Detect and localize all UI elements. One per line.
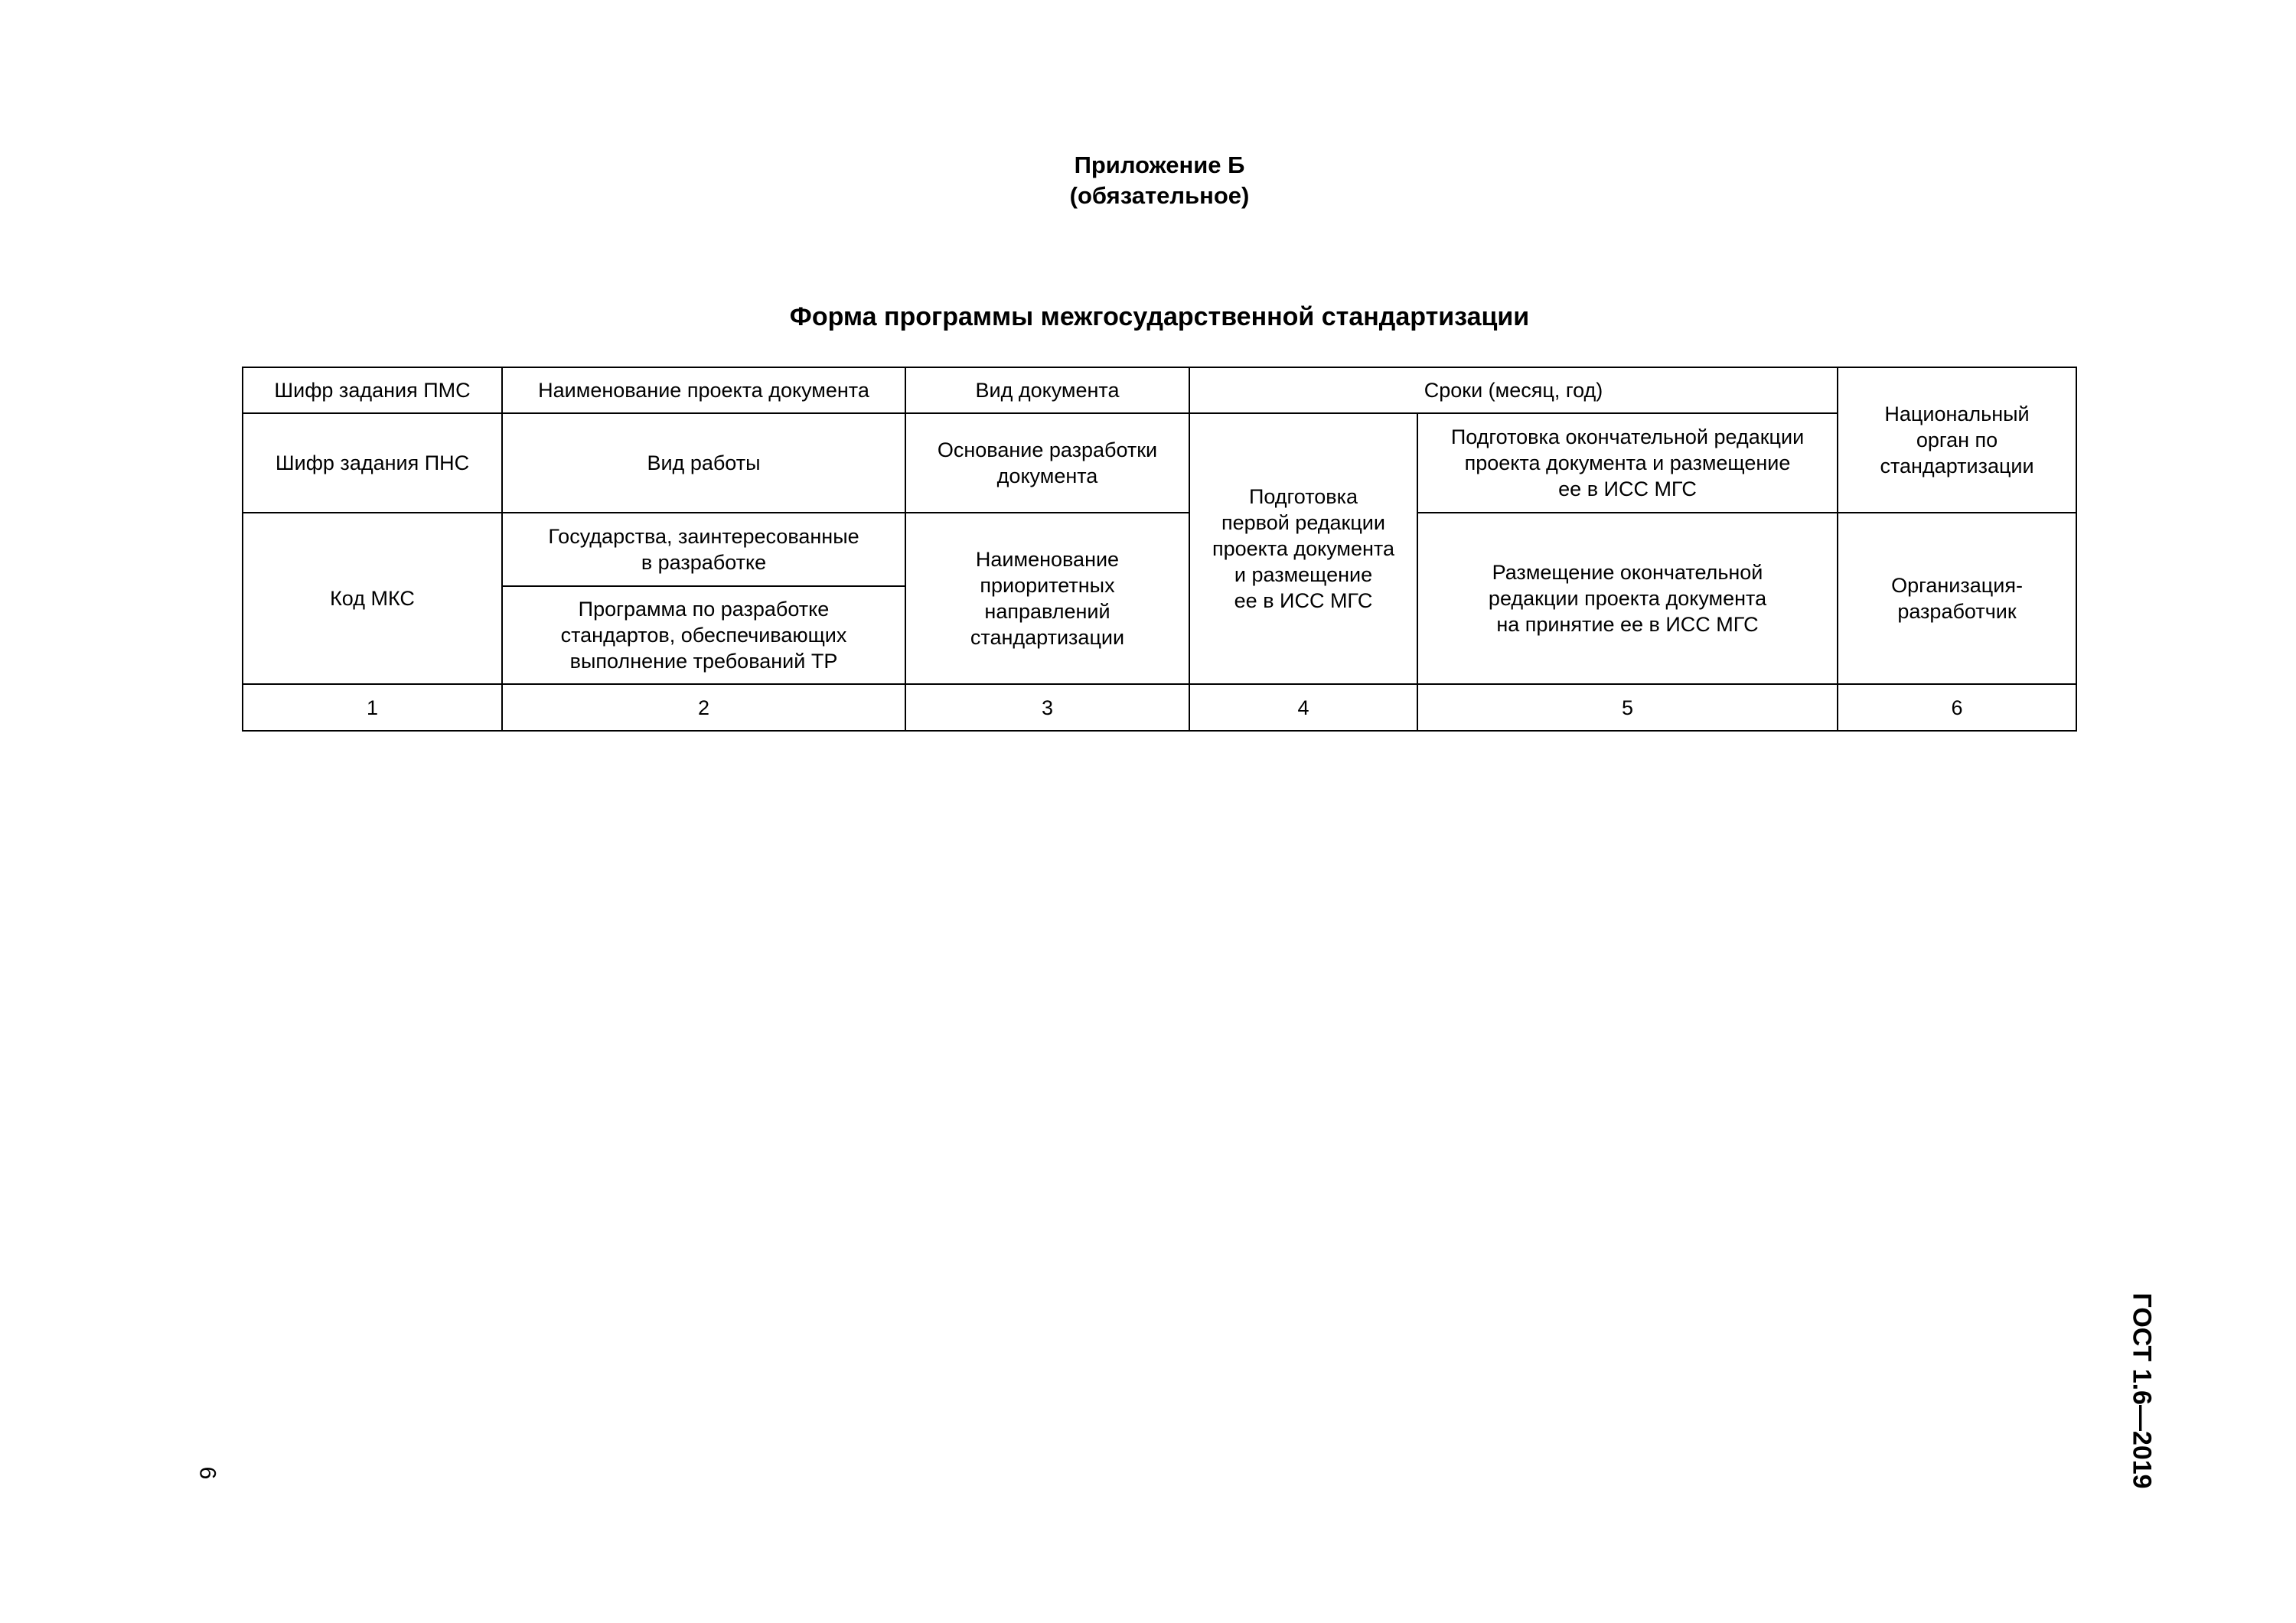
column-number: 5 (1417, 684, 1838, 731)
standard-code: ГОСТ 1.6—2019 (2127, 1292, 2157, 1489)
column-number: 4 (1189, 684, 1417, 731)
program-form-table (242, 367, 2077, 732)
annex-title: Приложение Б (1074, 152, 1245, 178)
header-cell-tr-program: Программа по разработке стандартов, обеспечивающих выполнение требований ТР (502, 586, 905, 684)
header-cell-final-draft: Подготовка окончательной редакции проекта документа и размещение ее в ИСС МГС (1417, 413, 1838, 513)
header-cell-national-body: Национальный орган по стандартизации (1838, 367, 2076, 513)
form-title: Форма программы межгосударственной стандартизации (789, 302, 1530, 331)
header-cell-document-type: Вид документа (905, 367, 1189, 413)
page-number: 6 (194, 1466, 220, 1480)
header-cell-priority-areas: Наименование приоритетных направлений стандартизации (905, 513, 1189, 684)
header-cell-pms-code: Шифр задания ПМС (243, 367, 502, 413)
header-cell-final-placement: Размещение окончательной редакции проекта документа на принятие ее в ИСС МГС (1417, 513, 1838, 684)
header-cell-first-draft: Подготовка первой редакции проекта документа и размещение ее в ИСС МГС (1189, 413, 1417, 684)
column-number-row (243, 684, 2076, 731)
column-number: 2 (502, 684, 905, 731)
header-cell-interested-states: Государства, заинтересованные в разработке (502, 513, 905, 586)
header-cell-developer: Организация- разработчик (1838, 513, 2076, 684)
header-cell-document-name: Наименование проекта документа (502, 367, 905, 413)
table-row (243, 513, 2076, 586)
header-cell-mks-code: Код МКС (243, 513, 502, 684)
header-cell-work-type: Вид работы (502, 413, 905, 513)
table-row (243, 413, 2076, 513)
annex-status: (обязательное) (1069, 182, 1250, 209)
header-cell-deadlines: Сроки (месяц, год) (1189, 367, 1838, 413)
header-cell-basis: Основание разработки документа (905, 413, 1189, 513)
column-number: 3 (905, 684, 1189, 731)
table-row (243, 367, 2076, 413)
header-cell-pns-code: Шифр задания ПНС (243, 413, 502, 513)
column-number: 6 (1838, 684, 2076, 731)
column-number: 1 (243, 684, 502, 731)
